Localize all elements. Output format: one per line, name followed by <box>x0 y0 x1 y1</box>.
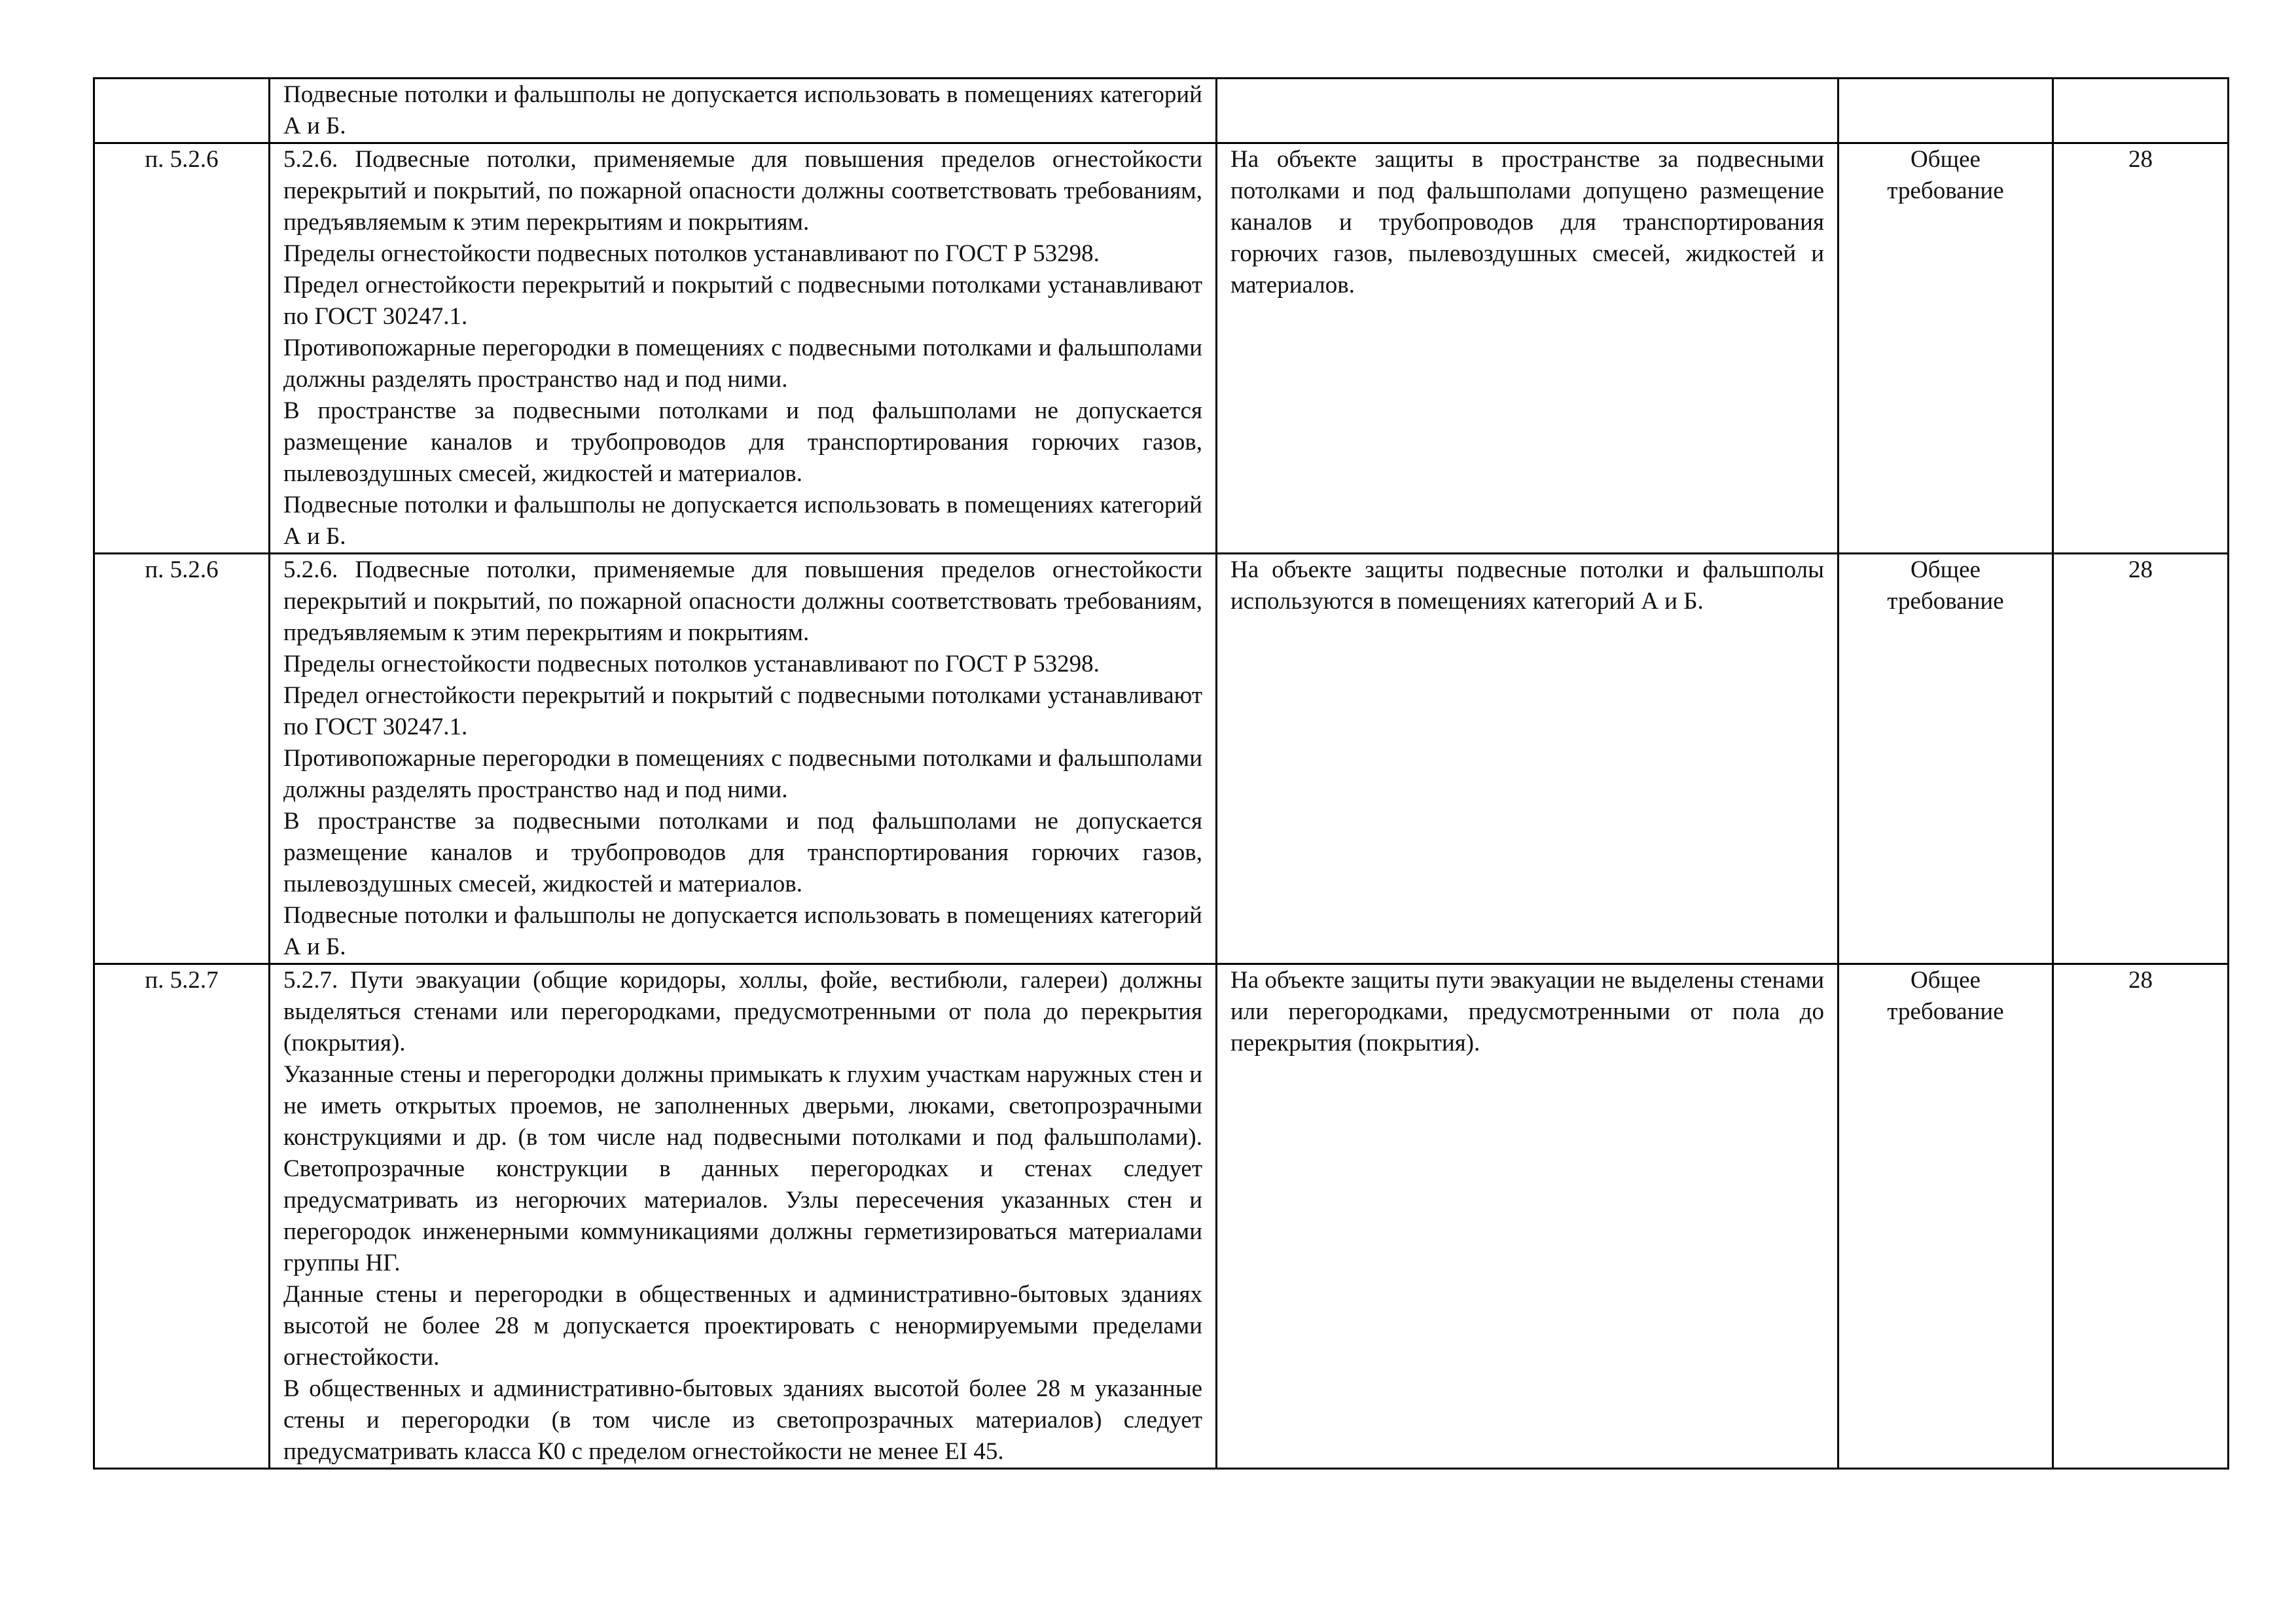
requirement-paragraph: Предел огнестойкости перекрытий и покрытий с подвесными потолками устанавливают по ГОСТ 30247.1. <box>283 272 1202 330</box>
clause-cell: п. 5.2.6 <box>94 143 270 554</box>
violation-cell <box>1217 79 1839 143</box>
requirement-paragraph: 5.2.7. Пути эвакуации (общие коридоры, холлы, фойе, вестибюли, галереи) должны выделяться стенами или перегородками, предусмотренными от пола до перекрытия (покрытия). <box>283 967 1202 1056</box>
table-row <box>94 143 2229 554</box>
number-cell: 28 <box>2053 143 2229 554</box>
table-row <box>94 964 2229 1469</box>
clause-cell <box>94 79 270 143</box>
requirement-paragraph: Пределы огнестойкости подвесных потолков устанавливают по ГОСТ Р 53298. <box>283 240 1100 267</box>
requirement-paragraph: В пространстве за подвесными потолками и под фальшполами не допускается размещение каналов и трубопроводов для транспортирования горючих газов, пылевоздушных смесей, жидкостей и материалов. <box>283 397 1202 487</box>
requirement-paragraph: Пределы огнестойкости подвесных потолков устанавливают по ГОСТ Р 53298. <box>283 651 1100 677</box>
requirement-paragraph: Указанные стены и перегородки должны примыкать к глухим участкам наружных стен и не иметь открытых проемов, не заполненных дверьми, люками, светопрозрачными конструкциями и др. (в том числе над подвесными потолками и под фальшполами). Светопрозрачные конструкции в данных перегородках и стенах следует предусматривать из негорючих материалов. Узлы пересечения указанных стен и перегородок инженерными коммуникациями должны герметизироваться материалами группы НГ. <box>283 1061 1202 1276</box>
violation-text: На объекте защиты пути эвакуации не выделены стенами или перегородками, предусмотренными от пола до перекрытия (покрытия). <box>1230 967 1824 1056</box>
requirement-paragraph: Данные стены и перегородки в общественных и административно-бытовых зданиях высотой не более 28 м допускается проектировать с ненормируемыми пределами огнестойкости. <box>283 1281 1202 1371</box>
requirement-paragraph: Предел огнестойкости перекрытий и покрытий с подвесными потолками устанавливают по ГОСТ 30247.1. <box>283 682 1202 740</box>
table-row <box>94 554 2229 964</box>
requirement-paragraph: Подвесные потолки и фальшполы не допускается использовать в помещениях категорий А и Б. <box>283 81 1202 139</box>
clause-cell: п. 5.2.7 <box>94 964 270 1469</box>
requirement-paragraph: Подвесные потолки и фальшполы не допускается использовать в помещениях категорий А и Б. <box>283 902 1202 960</box>
requirement-type-cell <box>1839 79 2053 143</box>
requirement-paragraph: Противопожарные перегородки в помещениях с подвесными потолками и фальшполами должны разделять пространство над и под ними. <box>283 334 1202 393</box>
number-cell <box>2053 79 2229 143</box>
violation-cell <box>1217 554 1839 964</box>
requirement-paragraph: В пространстве за подвесными потолками и под фальшполами не допускается размещение каналов и трубопроводов для транспортирования горючих газов, пылевоздушных смесей, жидкостей и материалов. <box>283 808 1202 897</box>
violation-cell <box>1217 964 1839 1469</box>
requirement-type-cell: Общее требование <box>1839 143 2053 554</box>
requirement-paragraph: 5.2.6. Подвесные потолки, применяемые для повышения пределов огнестойкости перекрытий и покрытий, по пожарной опасности должны соответствовать требованиям, предъявляемым к этим перекрытиям и покрытиям. <box>283 556 1202 646</box>
number-cell: 28 <box>2053 554 2229 964</box>
requirements-table <box>93 77 2229 1470</box>
requirement-text-cell <box>270 143 1217 554</box>
violation-cell <box>1217 143 1839 554</box>
table-row <box>94 79 2229 143</box>
requirement-type-cell: Общее требование <box>1839 964 2053 1469</box>
requirement-paragraph: Подвесные потолки и фальшполы не допускается использовать в помещениях категорий А и Б. <box>283 492 1202 550</box>
requirement-paragraph: В общественных и административно-бытовых зданиях высотой более 28 м указанные стены и перегородки (в том числе из светопрозрачных материалов) следует предусматривать класса К0 с пределом огнестойкости не менее EI 45. <box>283 1375 1202 1465</box>
violation-text: На объекте защиты в пространстве за подвесными потолками и под фальшполами допущено размещение каналов и трубопроводов для транспортирования горючих газов, пылевоздушных смесей, жидкостей и материалов. <box>1230 146 1824 298</box>
requirement-text-cell <box>270 79 1217 143</box>
requirement-text-cell <box>270 964 1217 1469</box>
requirement-type-cell: Общее требование <box>1839 554 2053 964</box>
requirement-paragraph: 5.2.6. Подвесные потолки, применяемые для повышения пределов огнестойкости перекрытий и покрытий, по пожарной опасности должны соответствовать требованиям, предъявляемым к этим перекрытиям и покрытиям. <box>283 146 1202 236</box>
violation-text: На объекте защиты подвесные потолки и фальшполы используются в помещениях категорий А и Б. <box>1230 556 1824 615</box>
number-cell: 28 <box>2053 964 2229 1469</box>
clause-cell: п. 5.2.6 <box>94 554 270 964</box>
requirement-text-cell <box>270 554 1217 964</box>
requirement-paragraph: Противопожарные перегородки в помещениях с подвесными потолками и фальшполами должны разделять пространство над и под ними. <box>283 745 1202 803</box>
